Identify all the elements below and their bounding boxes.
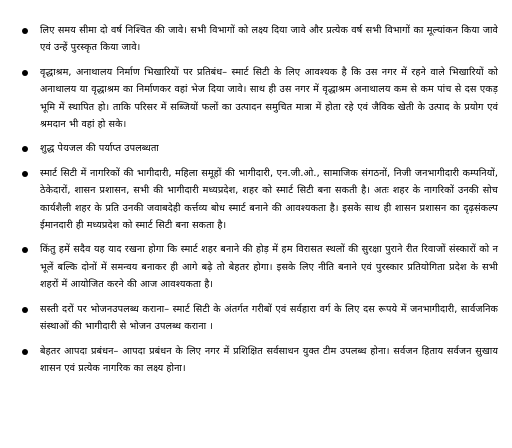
list-item-text: शुद्ध पेयजल की पर्याप्त उपलब्धता bbox=[40, 143, 159, 155]
bullet-icon bbox=[22, 146, 28, 152]
list-item bbox=[22, 22, 498, 57]
list-item bbox=[22, 343, 498, 378]
list-item bbox=[22, 301, 498, 336]
list-item-text: बेहतर आपदा प्रबंधन– आपदा प्रबंधन के लिए नगर में प्रशिक्षित सर्वसाधन युक्त टीम उपलब्ध होना। सर्वजन हिताय सर्वजन सुखाय शासन एवं प्रत्येक नागरिक का लक्ष्य होना। bbox=[40, 345, 498, 374]
list-item-text: स्मार्ट सिटी में नागरिकों की भागीदारी, महिला समूहों की भागीदारी, एन.जी.ओ., सामाजिक संगठनों, निजी जनभागीदारी कम्पनियों, ठेकेदारों, शासन प्रशासन, सभी की भागीदारी मध्यप्रदेश, शहर को स्मार्ट सिटी बना सकती है। अतः शहर के नागरिकों उनकी सोच कार्यशैली शहर के प्रति उनकी जवाबदेही कर्त्तव्य बोध स्मार्ट बनाने की आवश्यकता है। इसके साथ ही शासन प्रशासन का दृढ़संकल्प ईमानदारी ही मध्यप्रदेश को स्मार्ट सिटी बना सकता है। bbox=[40, 167, 498, 232]
list-item bbox=[22, 64, 498, 134]
bullet-icon bbox=[22, 171, 28, 177]
bullet-icon bbox=[22, 247, 28, 253]
list-item-text: वृद्धाश्रम, अनाथालय निर्माण भिखारियों पर प्रतिबंध– स्मार्ट सिटी के लिए आवश्यक है कि उस नगर में रहने वाले भिखारियों को अनाथालय या वृद्धाश्रम का निर्माणकर वहां भेज दिया जावे। साथ ही उस नगर में वृद्धाश्रम अनाथालय कम से कम पांच से दस एकड़ भूमि में स्थापित हो। ताकि परिसर में सब्जियों फलों का उत्पादन समुचित मात्रा में होता रहे एवं जैविक खेती के उत्पाद के प्रयोग एवं श्रमदान भी वहां हो सके। bbox=[40, 66, 498, 131]
list-item-text: सस्ती दरों पर भोजनउपलब्ध कराना– स्मार्ट सिटी के अंतर्गत गरीबों एवं सर्वहारा वर्ग के लिए दस रूपये में जनभागीदारी, सार्वजनिक संस्थाओं की भागीदारी से भोजन उपलब्ध कराना । bbox=[40, 303, 498, 333]
bullet-list bbox=[22, 22, 498, 384]
list-item-text: लिए समय सीमा दो वर्ष निश्चित की जावे। सभी विभागों को लक्ष्य दिया जावे और प्रत्येक वर्ष सभी विभागों का मूल्यांकन किया जावे एवं उन्हें पुरस्कृत किया जावे। bbox=[40, 25, 498, 54]
list-item bbox=[22, 241, 498, 293]
bullet-icon bbox=[22, 349, 28, 355]
bullet-icon bbox=[22, 28, 28, 34]
list-item bbox=[22, 165, 498, 235]
bullet-icon bbox=[22, 70, 28, 76]
list-item bbox=[22, 140, 498, 157]
bullet-icon bbox=[22, 307, 28, 313]
list-item-text: किंतु हमें सदैव यह याद रखना होगा कि स्मार्ट शहर बनाने की होड़ में हम विरासत स्थलों की सुरक्षा पुराने रीत रिवाजों संस्कारों को न भूलें बल्कि दोनों में समन्वय बनाकर ही आगे बढ़े तो बेहतर होगा। इसके लिए नीति बनाने एवं पुरस्कार प्रतियोगिता प्रदेश के सभी शहरों में आयोजित करने की आज आवश्यकता है। bbox=[40, 244, 498, 291]
